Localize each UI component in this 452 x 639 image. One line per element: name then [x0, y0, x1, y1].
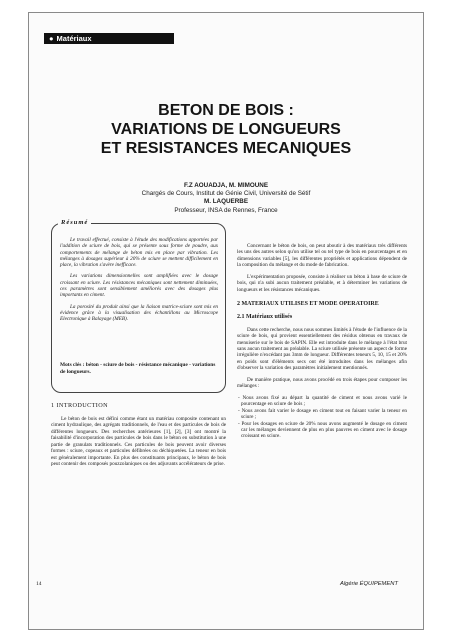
authors-affiliation-1: Chargés de Cours, Institut de Génie Civil, Université de Sétif [141, 190, 311, 198]
title-line-1: BETON DE BOIS : [158, 102, 294, 119]
authors-affiliation-2: Professeur, INSA de Rennes, France [174, 206, 278, 214]
journal-name: Algérie ÉQUIPEMENT [340, 581, 398, 587]
section-tab [44, 33, 174, 44]
title-line-3: ET RESISTANCES MECANIQUES [100, 140, 352, 157]
section-2-1-heading: 2.1 Matériaux utilisés [237, 314, 293, 321]
abstract-text [60, 237, 218, 328]
abstract-paragraph-3: La porosité du produit ainsi que la liaison matrice-sciure sont mis en évidence grâce à la visualisation des échantillons au Microscope Electronique à Balayage (MEB). [60, 303, 218, 323]
intro-column [51, 416, 226, 468]
authors-block [60, 182, 392, 215]
right-column [237, 243, 407, 440]
list-item: - Nous avons fixé au départ la quantité de ciment et nous avons varié le pourcentage en sciure de bois ; [238, 394, 407, 408]
right-paragraph-2: L'expérimentation proposée, consiste à réaliser un béton à base de sciure de bois, qui n'a subi aucun traitement préalable, et à déterminer les variations de longueurs et les résistances mécaniques. [237, 273, 407, 293]
abstract-paragraph-2: Les variations dimensionnelles sont amplifiées avec le dosage croissant en sciure. Les résistances mécaniques sont nettement diminuées, ces paramètres sont sensiblement améliorés avec des dosages plus importants en ciment. [60, 273, 218, 299]
steps-list [237, 395, 407, 440]
authors-line-1: F.Z AOUADJA, M. MIMOUNE [183, 182, 269, 189]
section-2-heading: 2 MATERIAUX UTILISES ET MODE OPERATOIRE [237, 301, 379, 308]
abstract-paragraph-1: Le travail effectué, consiste à l'étude des modifications apportées par l'addition de sciure de bois, qui se présente sous forme de poudre, aux comportements de mélange de béton mis en place par vibration. Les mélanges à dosages supérieur à 20% de sciure se mettent difficilement en place, la vibration s'avère inefficace. [60, 237, 218, 269]
intro-paragraph: Le béton de bois est défini comme étant un matériau composite contenant un ciment hydraulique, des agrégats traditionnels, de l'eau et des particules de bois de différentes longueurs. Des recherches antérieures [1], [2], [3] ont montré la faisabilité d'incorporation des particules de bois dans le béton en substitution à une partie de granulats traditionnels. Ces particules de bois peuvent avoir diverses formes : sciure, copeaux et particules défibrées ou déchiquetées. La teneur en bois est généralement importante. En plus des constituants principaux, le béton de bois peut contenir des composés pouzzolaniques ou des adjuvants accélérateurs de prise. [51, 416, 226, 468]
section-label: Matériaux [56, 34, 92, 43]
authors-line-2: M. LAQUERBE [203, 198, 249, 206]
keywords: Mots clés : béton - sciure de bois - résistance mécanique - variations de longueurs. [60, 362, 216, 375]
list-item: - Nous avons fait varier le dosage en ciment tout en faisant varier la teneur en sciure ; [238, 407, 407, 421]
right-paragraph-3: Dans cette recherche, nous nous sommes limités à l'étude de l'influence de la sciure de bois, qui provient essentiellement des résidus obtenus en travaux de menuiserie sur le bois de SAPIN. Elle est introduite dans le mélange à l'état brut sans aucun traitement au préalable. La sciure utilisée présente un aspect de forme irrégulière n'excédant pas 3mm de longueur. Différentes teneurs 5, 10, 15 et 20% en poids sont d'éléments secs ont été introduites dans les mélanges afin d'observer la variation des paramètres initialement mentionnés. [237, 326, 407, 372]
list-item: - Pour les dosages en sciure de 20% nous avons augmenté le dosage en ciment car les mélanges deviennent de plus en plus pauvres en ciment avec le dosage croissant en sciure. [238, 420, 407, 440]
article-title [60, 101, 392, 158]
right-paragraph-1: Concernant le béton de bois, on peut aboutir à des matériaux très différents les uns des autres selon qu'on utilise tel ou tel type de bois en pourcentages et en dimensions variables [5], les différentes propriétés et applications dépendent de la composition du mélange et du mode de fabrication. [237, 243, 407, 269]
bullet-icon: ● [49, 34, 54, 43]
title-line-2: VARIATIONS DE LONGUEURS [111, 121, 341, 138]
page-number: 14 [36, 581, 42, 587]
right-paragraph-4: De manière pratique, nous avons procédé en trois étapes pour composer les mélanges : [237, 376, 407, 390]
intro-heading: 1 INTRODUCTION [51, 402, 108, 409]
abstract-label: Résumé [58, 218, 91, 227]
